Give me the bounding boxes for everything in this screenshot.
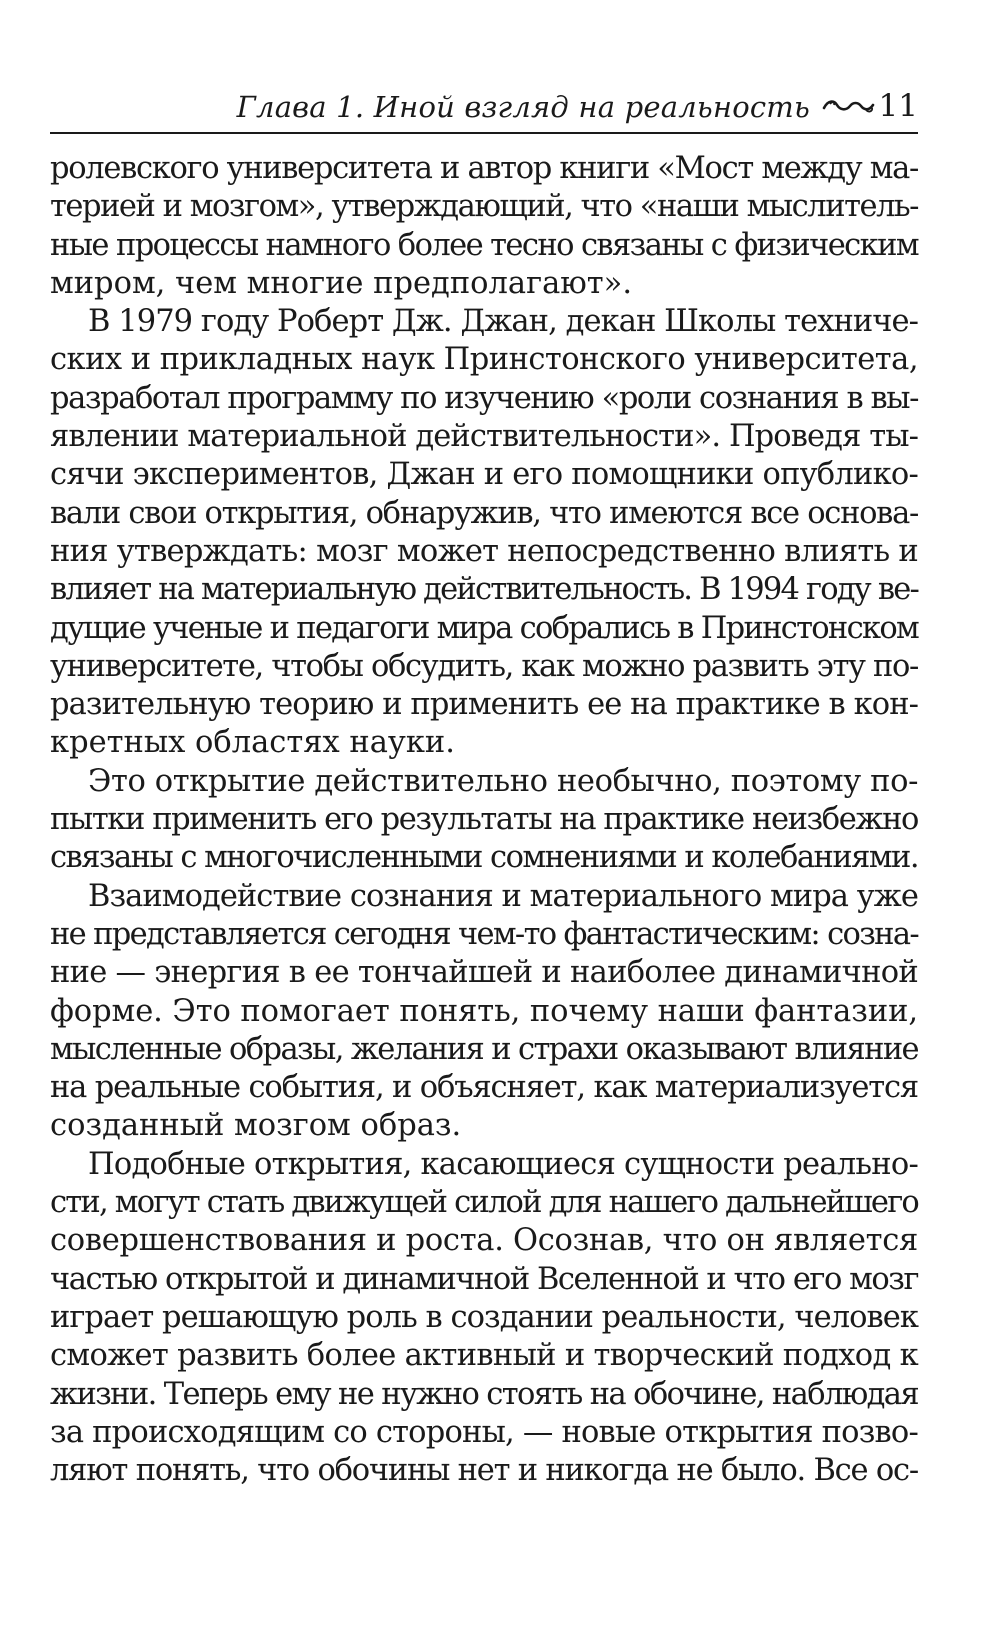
text-line: миром, чем многие предполагают». (50, 265, 633, 301)
paragraph (50, 1146, 918, 1491)
text-line: сможет развить более активный и творческий подход к (50, 1338, 918, 1374)
page-number: 11 (878, 88, 918, 124)
text-line: форме. Это помогает понять, почему наши фантазии, (50, 993, 918, 1029)
text-line: ние — энергия в ее тончайшей и наиболее динамичной (50, 955, 918, 991)
paragraph (50, 303, 918, 763)
text-line: связаны с многочисленными сомнениями и колебаниями. (50, 840, 919, 876)
text-line: ные процессы намного более тесно связаны с физическим (50, 227, 918, 263)
running-head (50, 82, 918, 132)
text-line: кретных областях науки. (50, 725, 455, 761)
text-line: Взаимодействие сознания и материального мира уже (88, 878, 918, 914)
text-line: В 1979 году Роберт Дж. Джан, декан Школы техниче- (88, 304, 918, 340)
text-line: играет решающую роль в создании реальности, человек (50, 1299, 918, 1335)
header-rule (50, 132, 918, 134)
text-line: университете, чтобы обсудить, как можно развить эту по- (50, 648, 919, 684)
text-line: на реальные события, и объясняет, как материализуется (50, 1070, 918, 1106)
text-line: ния утверждать: мозг может непосредственно влиять и (50, 533, 918, 569)
text-line: жизни. Теперь ему не нужно стоять на обочине, наблюдая (50, 1376, 919, 1412)
text-line: ских и прикладных наук Принстонского университета, (50, 342, 918, 378)
text-line: сти, могут стать движущей силой для нашего дальнейшего (50, 1185, 918, 1221)
text-line: ляют понять, что обочины нет и никогда не было. Все ос- (50, 1453, 918, 1489)
text-line: вали свои открытия, обнаружив, что имеются все основа- (50, 495, 918, 531)
text-line: разработал программу по изучению «роли сознания в вы- (50, 380, 919, 416)
running-title: Глава 1. Иной взгляд на реальность (236, 90, 810, 124)
text-line: терией и мозгом», утверждающий, что «наши мыслитель- (50, 189, 918, 225)
body-text (50, 150, 918, 1490)
text-line: сячи экспериментов, Джан и его помощники опублико- (50, 457, 918, 493)
text-line: явлении материальной действительности». Проведя ты- (50, 419, 919, 455)
text-line: не представляется сегодня чем-то фантастическим: созна- (50, 916, 918, 952)
paragraph (50, 150, 918, 303)
text-line: за происходящим со стороны, — новые открытия позво- (50, 1414, 918, 1450)
text-line: Это открытие действительно необычно, поэтому по- (88, 763, 918, 799)
text-line: созданный мозгом образ. (50, 1108, 462, 1144)
text-line: совершенствования и роста. Осознав, что он является (50, 1223, 918, 1259)
text-line: ролевского университета и автор книги «Мост между ма- (50, 151, 919, 186)
text-line: дущие ученые и педагоги мира собрались в Принстонском (50, 610, 919, 646)
paragraph (50, 878, 918, 1146)
text-line: Подобные открытия, касающиеся сущности реально- (88, 1146, 919, 1182)
swash-ornament-icon (820, 96, 878, 116)
paragraph (50, 763, 918, 878)
text-line: пытки применить его результаты на практике неизбежно (50, 802, 919, 838)
text-line: мысленные образы, желания и страхи оказывают влияние (50, 1031, 918, 1067)
text-line: разительную теорию и применить ее на практике в кон- (50, 687, 919, 723)
text-line: частью открытой и динамичной Вселенной и что его мозг (50, 1261, 919, 1297)
text-line: влияет на материальную действительность. В 1994 году ве- (50, 572, 918, 608)
